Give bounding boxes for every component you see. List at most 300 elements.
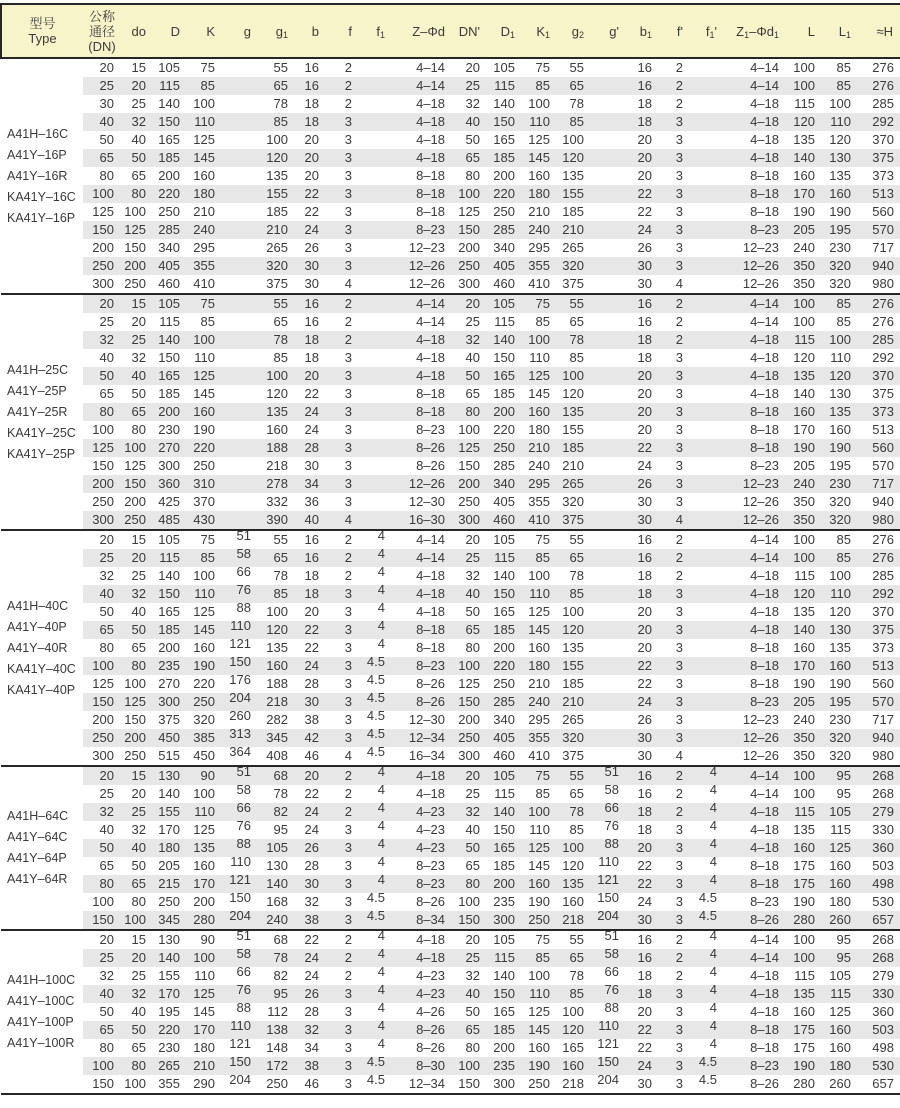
cell-g2: 55: [557, 766, 591, 785]
cell-dn: 150: [83, 693, 121, 711]
raised-value: 121: [229, 872, 251, 887]
cell-f1: [359, 546, 392, 567]
cell-f-prime: 3: [675, 458, 683, 473]
cell-g2: 185: [562, 676, 584, 691]
cell-b: 20: [304, 132, 319, 147]
cell-do: 150: [124, 240, 146, 255]
type-label: KA41Y–16P: [7, 210, 76, 225]
cell-z1-phi-d1: 4–14: [724, 77, 786, 95]
cell-g2: 100: [557, 367, 591, 385]
cell-b: 22: [304, 204, 319, 219]
spec-row: [1, 875, 900, 893]
col-header-l1: $L_1$: [822, 4, 858, 58]
cell-f1: [359, 239, 392, 257]
raised-value: 66: [236, 800, 251, 815]
subscript: 1: [744, 29, 750, 40]
cell-k1: 75: [535, 60, 550, 75]
cell-d: 170: [153, 985, 187, 1003]
cell-do: 200: [124, 494, 146, 509]
cell-dn: 80: [83, 875, 121, 893]
cell-h: 360: [872, 1004, 894, 1019]
raised-value: 4.5: [366, 1072, 385, 1087]
cell-d: 270: [158, 676, 180, 691]
spec-row: [1, 203, 900, 221]
cell-f: 3: [326, 185, 359, 203]
type-label: KA41Y–16C: [7, 189, 76, 204]
cell-b1: 20: [637, 386, 652, 401]
cell-z-phi-d: 4–18: [392, 766, 452, 785]
cell-k: 145: [187, 149, 222, 167]
cell-g2: 210: [557, 693, 591, 711]
cell-l1: 115: [830, 822, 851, 837]
cell-b: 30: [295, 875, 326, 893]
cell-k: 200: [193, 894, 215, 909]
cell-d: 140: [153, 331, 187, 349]
cell-f: 3: [326, 729, 359, 747]
raised-value: 121: [229, 1036, 251, 1051]
cell-f1: [359, 349, 392, 367]
cell-f1-prime: [690, 113, 724, 131]
cell-h: 360: [858, 839, 900, 857]
cell-b1: 22: [637, 1040, 652, 1055]
cell-k1: 210: [522, 439, 557, 457]
cell-dn: 300: [92, 276, 114, 291]
cell-z-phi-d: 4–14: [416, 60, 445, 75]
cell-h: 268: [872, 786, 894, 801]
cell-z1-phi-d1: 8–23: [724, 1057, 786, 1075]
cell-g-prime: [591, 1072, 626, 1094]
cell-h: 268: [858, 949, 900, 967]
cell-d1: 115: [487, 949, 522, 967]
cell-l: 190: [793, 894, 815, 909]
cell-z1-phi-d1: 4–18: [724, 803, 786, 821]
cell-k: 110: [187, 585, 222, 603]
cell-f1-prime: [690, 585, 724, 603]
cell-dn: 25: [99, 314, 114, 329]
cell-d: 140: [158, 786, 180, 801]
cell-f: 3: [326, 657, 359, 675]
cell-dn: 300: [83, 511, 121, 530]
cell-d1: 185: [493, 858, 515, 873]
cell-k1: 145: [528, 858, 550, 873]
cell-b: 20: [295, 149, 326, 167]
cell-h: 373: [858, 403, 900, 421]
raised-value: 4: [377, 636, 385, 651]
cell-k1: 75: [522, 766, 557, 785]
cell-z-phi-d: 8–18: [416, 204, 445, 219]
cell-z-phi-d: 8–26: [416, 1040, 445, 1055]
cell-dn-prime: 80: [465, 1040, 480, 1055]
cell-f-prime: 3: [675, 676, 683, 691]
cell-f1: [359, 257, 392, 275]
cell-z-phi-d: 8–26: [392, 439, 452, 457]
cell-h: 279: [872, 968, 894, 983]
cell-z-phi-d: 8–18: [416, 640, 445, 655]
cell-d: 340: [158, 240, 180, 255]
cell-d1: 165: [487, 839, 522, 857]
cell-f1-prime: [690, 313, 724, 331]
spec-row: [1, 1057, 900, 1075]
cell-d1: 150: [493, 350, 515, 365]
raised-value: 4: [709, 1000, 717, 1015]
raised-value: 51: [236, 928, 251, 943]
cell-do: 65: [131, 640, 146, 655]
cell-h: 330: [858, 985, 900, 1003]
cell-g-prime: [591, 711, 626, 729]
cell-b: 22: [304, 386, 319, 401]
cell-d1: 165: [493, 1004, 515, 1019]
cell-do: 65: [121, 403, 153, 421]
cell-f: 2: [344, 60, 352, 75]
cell-f1: [359, 421, 392, 439]
cell-g1: 320: [258, 257, 295, 275]
cell-b1: 30: [626, 729, 659, 747]
cell-f: 3: [326, 439, 359, 457]
cell-k: 170: [187, 875, 222, 893]
model-group-3: [1, 530, 900, 766]
cell-do: 50: [131, 858, 146, 873]
cell-do: 250: [121, 511, 153, 530]
raised-value: 4.5: [366, 908, 385, 923]
cell-b1: 18: [637, 350, 652, 365]
cell-d: 150: [158, 350, 180, 365]
spec-row: [1, 1039, 900, 1057]
cell-k1: 75: [535, 532, 550, 547]
type-label: KA41Y–25C: [7, 425, 76, 440]
subscript: 1: [845, 29, 851, 40]
cell-dn: 25: [83, 77, 121, 95]
cell-dn: 65: [83, 621, 121, 639]
cell-k: 125: [187, 367, 222, 385]
cell-b: 30: [295, 693, 326, 711]
spec-row: [1, 530, 900, 549]
raised-value: 66: [236, 564, 251, 579]
cell-k1: 180: [522, 657, 557, 675]
cell-dn-prime: 32: [465, 96, 480, 111]
cell-d: 285: [153, 221, 187, 239]
cell-l: 205: [793, 458, 815, 473]
cell-b1: 22: [626, 657, 659, 675]
cell-dn: 80: [99, 168, 114, 183]
cell-b1: 16: [626, 77, 659, 95]
cell-d: 215: [153, 875, 187, 893]
raised-value: 4.5: [366, 1054, 385, 1069]
raised-value: 4.5: [698, 890, 717, 905]
cell-d: 360: [153, 475, 187, 493]
cell-l: 100: [786, 766, 822, 785]
cell-f-prime: 3: [659, 149, 690, 167]
cell-l1: 125: [822, 839, 858, 857]
cell-d: 375: [158, 712, 180, 727]
cell-l1: 105: [822, 803, 858, 821]
cell-d: 250: [158, 894, 180, 909]
cell-d1: 150: [487, 985, 522, 1003]
cell-g2: 120: [557, 149, 591, 167]
cell-dn: 65: [83, 1021, 121, 1039]
cell-k: 430: [187, 511, 222, 530]
cell-l1: 120: [829, 604, 851, 619]
cell-h: 530: [872, 894, 894, 909]
cell-k: 160: [193, 640, 215, 655]
cell-f-prime: 3: [675, 604, 683, 619]
cell-dn-prime: 20: [452, 766, 487, 785]
cell-k1: 100: [528, 568, 550, 583]
cell-f: 3: [326, 221, 359, 239]
cell-z-phi-d: 12–26: [392, 257, 452, 275]
cell-g1: 185: [266, 204, 288, 219]
cell-l1: 230: [829, 712, 851, 727]
cell-f-prime: 2: [675, 532, 683, 547]
cell-l: 160: [793, 168, 815, 183]
cell-g-prime: [591, 294, 626, 313]
cell-f-prime: 3: [675, 1076, 683, 1091]
cell-dn-prime: 40: [452, 985, 487, 1003]
cell-dn-prime: 150: [452, 911, 487, 930]
spec-row: [1, 367, 900, 385]
cell-z1-phi-d1: 12–26: [724, 511, 786, 530]
cell-d1: 200: [493, 1040, 515, 1055]
cell-k1: 355: [522, 729, 557, 747]
raised-value: 58: [604, 946, 619, 961]
cell-f1-prime: [690, 639, 724, 657]
raised-value: 4: [377, 872, 385, 887]
cell-z-phi-d: 4–23: [416, 968, 445, 983]
cell-l1: 110: [822, 585, 858, 603]
cell-h: 513: [858, 185, 900, 203]
cell-l1: 110: [830, 350, 851, 365]
cell-g1: 68: [258, 766, 295, 785]
cell-b1: 30: [637, 276, 652, 291]
cell-b: 28: [304, 1004, 319, 1019]
cell-d: 205: [158, 858, 180, 873]
cell-g: [222, 95, 258, 113]
cell-g1: 112: [267, 1004, 288, 1019]
cell-d1: 200: [493, 640, 515, 655]
cell-d1: 165: [493, 604, 515, 619]
type-label: A41Y–100R: [7, 1036, 75, 1050]
cell-g-prime: [591, 567, 626, 585]
cell-z-phi-d: 4–18: [392, 331, 452, 349]
cell-f: 3: [344, 676, 352, 691]
cell-dn: 100: [83, 657, 121, 675]
cell-h: 657: [858, 911, 900, 930]
cell-h: 570: [858, 693, 900, 711]
cell-z1-phi-d1: 4–14: [750, 532, 779, 547]
cell-g2: 135: [557, 875, 591, 893]
cell-f1: [359, 203, 392, 221]
cell-z1-phi-d1: 12–23: [742, 712, 779, 727]
cell-l: 135: [786, 367, 822, 385]
cell-l: 280: [786, 911, 822, 930]
cell-z-phi-d: 4–26: [416, 1004, 445, 1019]
cell-g-prime: [591, 385, 626, 403]
cell-l1: 320: [822, 511, 858, 530]
spec-row: [1, 185, 900, 203]
cell-g2: 185: [562, 204, 584, 219]
cell-l1: 135: [822, 403, 858, 421]
cell-f: 3: [326, 367, 359, 385]
cell-g1: 82: [273, 968, 288, 983]
cell-z1-phi-d1: 4–18: [724, 331, 786, 349]
cell-l: 140: [786, 149, 822, 167]
cell-f-prime: 3: [675, 858, 683, 873]
cell-f1: [359, 275, 392, 294]
cell-dn: 40: [83, 985, 121, 1003]
cell-g1: 100: [258, 367, 295, 385]
cell-d1: 340: [487, 475, 522, 493]
cell-dn-prime: 150: [458, 1076, 480, 1091]
cell-d: 115: [159, 314, 180, 329]
spec-row: [1, 657, 900, 675]
raised-value: 4: [377, 764, 385, 779]
raised-value: 58: [604, 782, 619, 797]
cell-dn-prime: 65: [465, 386, 480, 401]
cell-dn: 150: [83, 911, 121, 930]
cell-f-prime: 4: [659, 511, 690, 530]
cell-z-phi-d: 4–18: [392, 949, 452, 967]
raised-value: 76: [604, 982, 619, 997]
cell-d: 130: [158, 932, 180, 947]
cell-d: 265: [153, 1057, 187, 1075]
cell-g: [222, 131, 258, 149]
cell-l1: 110: [822, 113, 858, 131]
cell-z-phi-d: 4–14: [416, 314, 445, 329]
cell-do: 100: [124, 204, 146, 219]
cell-h: 276: [858, 549, 900, 567]
cell-g2: 265: [562, 240, 584, 255]
cell-k: 385: [187, 729, 222, 747]
cell-do: 15: [131, 60, 146, 75]
cell-k: 210: [187, 1057, 222, 1075]
cell-l: 170: [786, 185, 822, 203]
cell-k1: 100: [522, 331, 557, 349]
cell-k: 295: [193, 240, 215, 255]
cell-d1: 140: [487, 331, 522, 349]
cell-b1: 20: [637, 640, 652, 655]
raised-value: 121: [597, 1036, 619, 1051]
cell-d: 165: [158, 604, 180, 619]
cell-b1: 30: [626, 511, 659, 530]
cell-f: 3: [344, 1040, 352, 1055]
raised-value: 4: [709, 872, 717, 887]
cell-g1: 78: [273, 786, 288, 801]
cell-dn: 80: [99, 640, 114, 655]
cell-f: 2: [326, 294, 359, 313]
cell-do: 40: [131, 604, 146, 619]
cell-g2: 375: [562, 748, 584, 763]
cell-k: 145: [187, 621, 222, 639]
cell-d: 405: [153, 257, 187, 275]
cell-k: 125: [193, 604, 215, 619]
cell-z1-phi-d1: 4–18: [724, 367, 786, 385]
cell-g2: 135: [562, 640, 584, 655]
cell-l: 100: [793, 314, 815, 329]
cell-f: 3: [326, 985, 359, 1003]
cell-f: 3: [326, 257, 359, 275]
cell-b1: 30: [637, 1076, 652, 1091]
cell-l: 115: [794, 96, 815, 111]
cell-d: 150: [153, 113, 187, 131]
cell-z-phi-d: 12–30: [408, 494, 445, 509]
cell-b1: 20: [626, 839, 659, 857]
cell-b1: 30: [626, 257, 659, 275]
cell-d1: 220: [487, 657, 522, 675]
cell-k: 85: [187, 549, 222, 567]
cell-d1: 185: [487, 149, 522, 167]
cell-do: 200: [121, 257, 153, 275]
cell-g1: 130: [266, 858, 288, 873]
cell-b1: 16: [626, 549, 659, 567]
cell-do: 20: [121, 549, 153, 567]
cell-z1-phi-d1: 4–14: [750, 314, 779, 329]
cell-z-phi-d: 8–26: [392, 1021, 452, 1039]
cell-k1: 240: [522, 221, 557, 239]
cell-f1-prime: [690, 203, 724, 221]
cell-z-phi-d: 8–18: [416, 168, 445, 183]
col-header-g-prime: g': [591, 4, 626, 58]
cell-z1-phi-d1: 4–18: [750, 822, 779, 837]
spec-row: [1, 113, 900, 131]
cell-g-prime: [591, 77, 626, 95]
cell-k: 220: [193, 676, 215, 691]
spec-row: [1, 949, 900, 967]
cell-g2: 85: [557, 113, 591, 131]
cell-l1: 195: [822, 221, 858, 239]
cell-l: 205: [786, 221, 822, 239]
col-header-f1-prime: $f_1'$: [690, 4, 724, 58]
cell-f1-prime: [690, 457, 724, 475]
cell-b: 24: [304, 968, 319, 983]
cell-f1: [359, 113, 392, 131]
cell-z1-phi-d1: 8–18: [750, 422, 779, 437]
cell-k1: 295: [528, 240, 550, 255]
cell-f1: [359, 800, 392, 821]
cell-g2: 135: [557, 403, 591, 421]
cell-f1: [359, 854, 392, 875]
col-header-z1-phi-d1: $Z_1-\Phi d_1$: [724, 4, 786, 58]
cell-g1: 218: [266, 458, 288, 473]
cell-g: [222, 1072, 258, 1094]
cell-b: 46: [304, 748, 319, 763]
cell-dn: 150: [83, 221, 121, 239]
cell-b1: 24: [637, 458, 652, 473]
cell-do: 150: [124, 712, 146, 727]
cell-z-phi-d: 8–26: [416, 894, 445, 909]
cell-l1: 85: [822, 549, 858, 567]
cell-d: 450: [153, 729, 187, 747]
cell-f1: [359, 131, 392, 149]
cell-z1-phi-d1: 4–14: [724, 549, 786, 567]
raised-value: 4: [377, 982, 385, 997]
raised-value: 4.5: [366, 744, 385, 759]
cell-d: 185: [158, 386, 180, 401]
cell-d: 105: [158, 60, 180, 75]
cell-g1: 172: [258, 1057, 295, 1075]
cell-b1: 22: [637, 676, 652, 691]
cell-dn-prime: 80: [452, 875, 487, 893]
cell-f-prime: 3: [659, 875, 690, 893]
cell-f1: [359, 493, 392, 511]
col-header-h: ≈H: [858, 4, 900, 58]
cell-dn-prime: 25: [452, 949, 487, 967]
cell-z1-phi-d1: 12–26: [742, 748, 779, 763]
raised-value: 88: [604, 836, 619, 851]
cell-f-prime: 3: [675, 168, 683, 183]
cell-b: 18: [304, 568, 319, 583]
cell-f1: [359, 313, 392, 331]
spec-row: [1, 1021, 900, 1039]
spec-row: [1, 95, 900, 113]
